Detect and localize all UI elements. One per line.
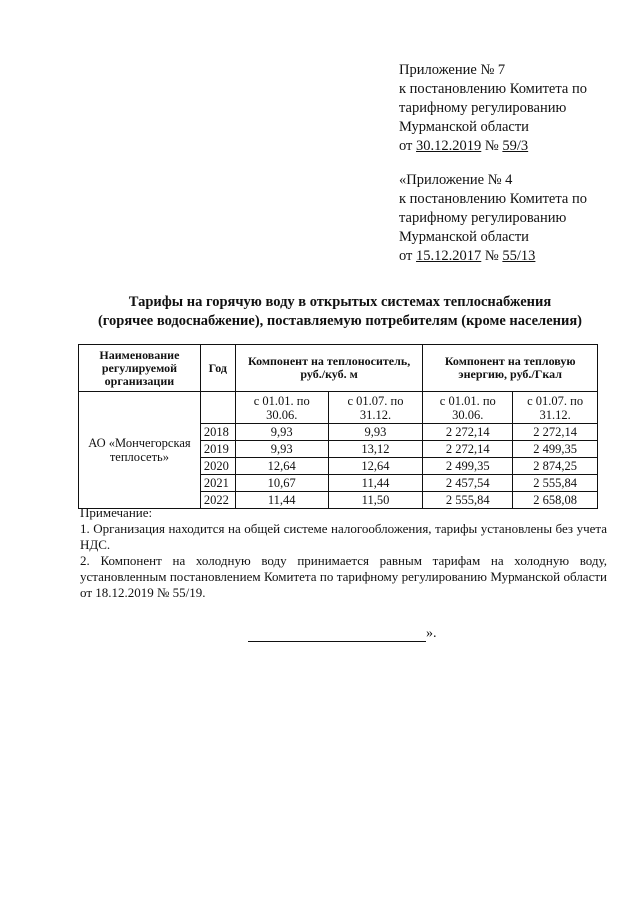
year-cell: 2020 <box>200 458 235 475</box>
appendix-number: 59/3 <box>502 138 529 154</box>
header-energy: Компонент на тепловую энергию, руб./Гкал <box>423 345 598 392</box>
tariff-table <box>78 344 598 509</box>
value-cell: 2 658,08 <box>513 492 598 509</box>
value-cell: 9,93 <box>235 441 328 458</box>
org-name-cell: АО «Мончегорская теплосеть» <box>79 392 201 509</box>
appendix-line: Мурманской области <box>399 229 529 245</box>
value-cell: 2 555,84 <box>513 475 598 492</box>
appendix-header-original <box>399 171 587 266</box>
appendix-line: к постановлению Комитета по <box>399 81 587 97</box>
appendix-header <box>399 61 587 156</box>
period-cell: с 01.01. по 30.06. <box>423 392 513 424</box>
title-line: (горячее водоснабжение), поставляемую потребителям (кроме населения) <box>97 313 583 329</box>
value-cell: 12,64 <box>235 458 328 475</box>
appendix-line: Приложение № 7 <box>399 62 506 78</box>
document-title <box>60 293 620 331</box>
value-cell: 12,64 <box>328 458 423 475</box>
appendix-line: тарифному регулированию <box>399 210 567 226</box>
period-cell: с 01.01. по 30.06. <box>235 392 328 424</box>
value-cell: 2 272,14 <box>513 424 598 441</box>
table-header-row <box>79 345 598 392</box>
value-cell: 11,44 <box>328 475 423 492</box>
value-cell: 2 499,35 <box>423 458 513 475</box>
appendix-date: 30.12.2019 <box>416 138 482 154</box>
appendix-line: «Приложение № 4 <box>399 172 513 188</box>
year-cell: 2021 <box>200 475 235 492</box>
appendix-date: 15.12.2017 <box>416 248 482 264</box>
appendix-line: к постановлению Комитета по <box>399 191 587 207</box>
year-cell: 2019 <box>200 441 235 458</box>
value-cell: 11,50 <box>328 492 423 509</box>
period-cell: с 01.07. по 31.12. <box>328 392 423 424</box>
value-cell: 9,93 <box>328 424 423 441</box>
notes-heading: Примечание: <box>80 505 153 520</box>
header-year: Год <box>200 345 235 392</box>
title-line: Тарифы на горячую воду в открытых системах теплоснабжения <box>128 294 552 310</box>
notes-section <box>80 505 607 601</box>
appendix-date-line: от 15.12.2017 № 55/13 <box>399 248 536 264</box>
closing-line <box>248 626 437 642</box>
note-item: 2. Компонент на холодную воду принимается равным тарифам на холодную воду, установленным постановлением Комитета по тарифному регулированию Мурманской области от 18.12.2019 № 55/19. <box>80 553 607 600</box>
closing-quote: ». <box>426 626 437 641</box>
value-cell: 10,67 <box>235 475 328 492</box>
table-period-row <box>79 392 598 424</box>
empty-cell <box>200 392 235 424</box>
appendix-number: 55/13 <box>502 248 536 264</box>
appendix-line: тарифному регулированию <box>399 100 567 116</box>
appendix-line: Мурманской области <box>399 119 529 135</box>
value-cell: 9,93 <box>235 424 328 441</box>
value-cell: 2 272,14 <box>423 424 513 441</box>
value-cell: 2 555,84 <box>423 492 513 509</box>
signature-rule <box>248 629 426 642</box>
value-cell: 13,12 <box>328 441 423 458</box>
appendix-date-line: от 30.12.2019 № 59/3 <box>399 138 529 154</box>
value-cell: 2 457,54 <box>423 475 513 492</box>
year-cell: 2022 <box>200 492 235 509</box>
value-cell: 2 874,25 <box>513 458 598 475</box>
note-item: 1. Организация находится на общей системе налогообложения, тарифы установлены без учета НДС. <box>80 521 607 552</box>
value-cell: 2 499,35 <box>513 441 598 458</box>
value-cell: 2 272,14 <box>423 441 513 458</box>
period-cell: с 01.07. по 31.12. <box>513 392 598 424</box>
header-org: Наименование регулируемой организации <box>79 345 201 392</box>
header-carrier: Компонент на теплоноситель, руб./куб. м <box>235 345 423 392</box>
value-cell: 11,44 <box>235 492 328 509</box>
year-cell: 2018 <box>200 424 235 441</box>
